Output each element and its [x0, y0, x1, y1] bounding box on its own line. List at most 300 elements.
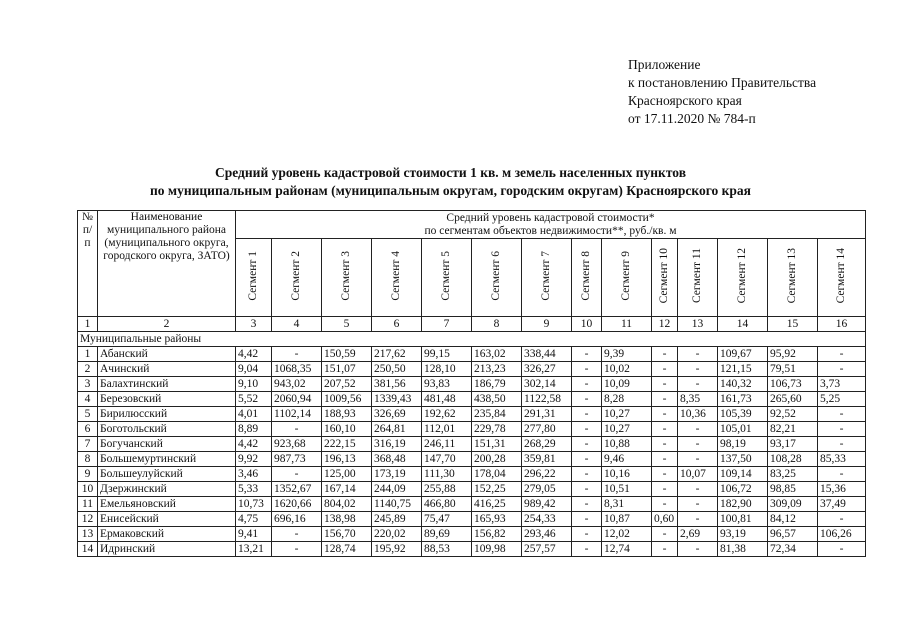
segment-value: 9,46 [602, 452, 652, 467]
column-number-row [78, 317, 866, 332]
row-number: 3 [78, 377, 98, 392]
appendix-line: Приложение [628, 57, 701, 72]
segment-value: - [818, 542, 866, 557]
segment-value: - [818, 437, 866, 452]
section-label: Муниципальные районы [78, 332, 866, 347]
header-group-line-2: по сегментам объектов недвижимости**, руб./кв. м [424, 224, 677, 237]
segment-value: 987,73 [272, 452, 322, 467]
row-number: 11 [78, 497, 98, 512]
table-row [78, 377, 866, 392]
column-number: 12 [652, 317, 678, 332]
table-row [78, 362, 866, 377]
segment-value: 105,39 [718, 407, 768, 422]
segment-value: 3,46 [236, 467, 272, 482]
segment-value: 1620,66 [272, 497, 322, 512]
segment-value: - [818, 467, 866, 482]
row-number: 9 [78, 467, 98, 482]
segment-value: 200,28 [472, 452, 522, 467]
segment-value: 98,85 [768, 482, 818, 497]
segment-header-label: Сегмент 4 [390, 250, 402, 301]
segment-value: 4,42 [236, 437, 272, 452]
segment-value: 138,98 [322, 512, 372, 527]
segment-value: - [678, 377, 718, 392]
segment-value: 8,89 [236, 422, 272, 437]
segment-value: 10,88 [602, 437, 652, 452]
segment-value: 150,59 [322, 347, 372, 362]
segment-value: 265,60 [768, 392, 818, 407]
column-number: 1 [78, 317, 98, 332]
segment-header-label: Сегмент 2 [290, 250, 302, 301]
segment-value: - [572, 497, 602, 512]
segment-value: 3,73 [818, 377, 866, 392]
segment-value: 128,74 [322, 542, 372, 557]
segment-value: 302,14 [522, 377, 572, 392]
segment-value: 222,15 [322, 437, 372, 452]
segment-value: 89,69 [422, 527, 472, 542]
district-name: Абанский [98, 347, 236, 362]
row-number: 2 [78, 362, 98, 377]
segment-header-label: Сегмент 13 [786, 247, 798, 304]
column-number: 6 [372, 317, 422, 332]
segment-header [472, 239, 522, 317]
segment-value: - [572, 362, 602, 377]
segment-value: 9,41 [236, 527, 272, 542]
segment-value: - [652, 392, 678, 407]
district-name: Емельяновский [98, 497, 236, 512]
segment-value: 1068,35 [272, 362, 322, 377]
segment-value: 359,81 [522, 452, 572, 467]
segment-value: 213,23 [472, 362, 522, 377]
table-row [78, 467, 866, 482]
segment-value: 5,25 [818, 392, 866, 407]
district-name: Ермаковский [98, 527, 236, 542]
segment-value: 293,46 [522, 527, 572, 542]
district-name: Ачинский [98, 362, 236, 377]
row-number: 1 [78, 347, 98, 362]
table-row [78, 512, 866, 527]
segment-value: - [572, 482, 602, 497]
segment-value: 4,01 [236, 407, 272, 422]
segment-value: - [678, 422, 718, 437]
segment-value: 1122,58 [522, 392, 572, 407]
segment-value: - [678, 497, 718, 512]
row-number: 6 [78, 422, 98, 437]
segment-value: - [678, 347, 718, 362]
table-row [78, 527, 866, 542]
column-number: 16 [818, 317, 866, 332]
segment-value: 151,07 [322, 362, 372, 377]
segment-value: 257,57 [522, 542, 572, 557]
segment-header-label: Сегмент 9 [620, 250, 632, 301]
segment-value: - [652, 467, 678, 482]
segment-value: - [572, 392, 602, 407]
segment-header [718, 239, 768, 317]
segment-value: - [678, 452, 718, 467]
segment-value: 163,02 [472, 347, 522, 362]
segment-value: 10,36 [678, 407, 718, 422]
row-number: 12 [78, 512, 98, 527]
segment-header [818, 239, 866, 317]
segment-value: - [572, 512, 602, 527]
district-name: Большемуртинский [98, 452, 236, 467]
segment-value: 156,82 [472, 527, 522, 542]
segment-value: - [572, 437, 602, 452]
segment-value: 128,10 [422, 362, 472, 377]
segment-value: 152,25 [472, 482, 522, 497]
segment-header [652, 239, 678, 317]
segment-value: - [678, 542, 718, 557]
segment-value: 10,09 [602, 377, 652, 392]
segment-header [272, 239, 322, 317]
segment-value: 106,73 [768, 377, 818, 392]
segment-value: - [678, 482, 718, 497]
segment-value: 10,27 [602, 407, 652, 422]
segment-value: 296,22 [522, 467, 572, 482]
segment-value: 112,01 [422, 422, 472, 437]
segment-header [602, 239, 652, 317]
segment-value: 9,10 [236, 377, 272, 392]
segment-value: - [678, 512, 718, 527]
segment-value: 255,88 [422, 482, 472, 497]
segment-value: 804,02 [322, 497, 372, 512]
segment-value: 95,92 [768, 347, 818, 362]
segment-header-label: Сегмент 12 [736, 247, 748, 304]
segment-value: 316,19 [372, 437, 422, 452]
segment-value: 93,83 [422, 377, 472, 392]
segment-value: 229,78 [472, 422, 522, 437]
segment-value: 82,21 [768, 422, 818, 437]
table-row [78, 497, 866, 512]
segment-value: 245,89 [372, 512, 422, 527]
segment-value: 99,15 [422, 347, 472, 362]
segment-value: - [818, 362, 866, 377]
row-number: 14 [78, 542, 98, 557]
segment-header-label: Сегмент 6 [490, 250, 502, 301]
segment-value: 109,98 [472, 542, 522, 557]
district-name: Бирилюсский [98, 407, 236, 422]
segment-value: 111,30 [422, 467, 472, 482]
segment-value: 165,93 [472, 512, 522, 527]
row-number: 8 [78, 452, 98, 467]
segment-value: - [572, 347, 602, 362]
segment-value: 2,69 [678, 527, 718, 542]
segment-value: 268,29 [522, 437, 572, 452]
segment-value: 156,70 [322, 527, 372, 542]
segment-value: 9,04 [236, 362, 272, 377]
segment-value: 9,92 [236, 452, 272, 467]
segment-value: 96,57 [768, 527, 818, 542]
segment-value: - [678, 437, 718, 452]
segment-value: 178,04 [472, 467, 522, 482]
segment-value: 93,17 [768, 437, 818, 452]
segment-value: 291,31 [522, 407, 572, 422]
segment-value: 109,67 [718, 347, 768, 362]
segment-value: 15,36 [818, 482, 866, 497]
segment-header [678, 239, 718, 317]
segment-value: - [652, 347, 678, 362]
segment-value: 438,50 [472, 392, 522, 407]
segment-value: - [572, 542, 602, 557]
segment-header-label: Сегмент 8 [580, 250, 592, 301]
segment-value: - [652, 527, 678, 542]
column-number: 2 [98, 317, 236, 332]
segment-value: 9,39 [602, 347, 652, 362]
column-number: 13 [678, 317, 718, 332]
segment-value: 72,34 [768, 542, 818, 557]
appendix-line: от 17.11.2020 № 784-п [628, 111, 756, 126]
header-name: Наименование муниципального района (муниципального округа, городского округа, ЗАТО) [98, 211, 236, 317]
cadastral-value-table [77, 210, 866, 557]
segment-value: - [652, 362, 678, 377]
header-num: № п/п [78, 211, 98, 317]
segment-value: - [652, 377, 678, 392]
district-name: Боготольский [98, 422, 236, 437]
segment-header-label: Сегмент 5 [440, 250, 452, 301]
segment-header-label: Сегмент 11 [691, 248, 703, 303]
row-number: 5 [78, 407, 98, 422]
segment-value: 264,81 [372, 422, 422, 437]
segment-value: 4,75 [236, 512, 272, 527]
segment-value: 79,51 [768, 362, 818, 377]
title-line-1: Средний уровень кадастровой стоимости 1 кв. м земель населенных пунктов [214, 165, 686, 180]
district-name: Балахтинский [98, 377, 236, 392]
column-number: 4 [272, 317, 322, 332]
segment-header-label: Сегмент 1 [247, 250, 259, 301]
appendix-block [628, 56, 816, 128]
segment-value: - [818, 407, 866, 422]
segment-value: - [572, 452, 602, 467]
segment-value: 85,33 [818, 452, 866, 467]
segment-value: 10,16 [602, 467, 652, 482]
segment-value: 75,47 [422, 512, 472, 527]
table-row [78, 422, 866, 437]
segment-value: 5,52 [236, 392, 272, 407]
segment-value: 12,02 [602, 527, 652, 542]
segment-value: 182,90 [718, 497, 768, 512]
segment-value: - [272, 422, 322, 437]
district-name: Большеулуйский [98, 467, 236, 482]
segment-value: 381,56 [372, 377, 422, 392]
row-number: 10 [78, 482, 98, 497]
segment-value: 140,32 [718, 377, 768, 392]
segment-value: 246,11 [422, 437, 472, 452]
column-number: 15 [768, 317, 818, 332]
segment-value: 186,79 [472, 377, 522, 392]
segment-value: 0,60 [652, 512, 678, 527]
segment-value: 147,70 [422, 452, 472, 467]
segment-value: 188,93 [322, 407, 372, 422]
segment-value: 220,02 [372, 527, 422, 542]
segment-value: - [818, 512, 866, 527]
segment-value: 923,68 [272, 437, 322, 452]
segment-value: 4,42 [236, 347, 272, 362]
segment-value: 8,35 [678, 392, 718, 407]
column-number: 5 [322, 317, 372, 332]
segment-value: - [652, 422, 678, 437]
row-number: 13 [78, 527, 98, 542]
segment-value: 137,50 [718, 452, 768, 467]
column-number: 8 [472, 317, 522, 332]
segment-value: 8,31 [602, 497, 652, 512]
segment-value: 105,01 [718, 422, 768, 437]
segment-value: 196,13 [322, 452, 372, 467]
segment-value: 1140,75 [372, 497, 422, 512]
segment-value: 81,38 [718, 542, 768, 557]
segment-value: 37,49 [818, 497, 866, 512]
segment-value: 106,72 [718, 482, 768, 497]
segment-header-label: Сегмент 14 [835, 247, 847, 304]
segment-value: 1352,67 [272, 482, 322, 497]
segment-value: 481,48 [422, 392, 472, 407]
segment-value: 10,73 [236, 497, 272, 512]
segment-value: - [652, 437, 678, 452]
segment-value: - [652, 497, 678, 512]
segment-value: 989,42 [522, 497, 572, 512]
segment-value: - [572, 467, 602, 482]
segment-value: - [272, 467, 322, 482]
row-number: 7 [78, 437, 98, 452]
table-header [78, 211, 866, 332]
segment-value: 466,80 [422, 497, 472, 512]
segment-header [768, 239, 818, 317]
segment-header [372, 239, 422, 317]
segment-value: - [652, 407, 678, 422]
segment-value: 326,69 [372, 407, 422, 422]
segment-value: 93,19 [718, 527, 768, 542]
segment-value: 235,84 [472, 407, 522, 422]
district-name: Березовский [98, 392, 236, 407]
segment-value: 1339,43 [372, 392, 422, 407]
table-row [78, 347, 866, 362]
segment-value: - [818, 422, 866, 437]
column-number: 14 [718, 317, 768, 332]
segment-value: 326,27 [522, 362, 572, 377]
segment-header-label: Сегмент 7 [540, 250, 552, 301]
segment-value: 83,25 [768, 467, 818, 482]
segment-value: 1102,14 [272, 407, 322, 422]
segment-value: 125,00 [322, 467, 372, 482]
segment-value: 88,53 [422, 542, 472, 557]
segment-value: 167,14 [322, 482, 372, 497]
segment-header [422, 239, 472, 317]
column-number: 3 [236, 317, 272, 332]
segment-value: 10,02 [602, 362, 652, 377]
segment-value: 195,92 [372, 542, 422, 557]
column-number: 7 [422, 317, 472, 332]
district-name: Дзержинский [98, 482, 236, 497]
row-number: 4 [78, 392, 98, 407]
title-line-2: по муниципальным районам (муниципальным округам, городским округам) Красноярского края [150, 183, 751, 198]
segment-value: 12,74 [602, 542, 652, 557]
segment-value: 277,80 [522, 422, 572, 437]
header-group [236, 211, 866, 239]
segment-value: 279,05 [522, 482, 572, 497]
segment-value: - [652, 452, 678, 467]
segment-value: 8,28 [602, 392, 652, 407]
table-row [78, 542, 866, 557]
segment-value: - [272, 527, 322, 542]
segment-value: 173,19 [372, 467, 422, 482]
segment-value: 696,16 [272, 512, 322, 527]
segment-value: 98,19 [718, 437, 768, 452]
segment-value: 109,14 [718, 467, 768, 482]
segment-value: 254,33 [522, 512, 572, 527]
segment-value: - [652, 542, 678, 557]
segment-value: - [272, 542, 322, 557]
segment-value: 250,50 [372, 362, 422, 377]
segment-value: 100,81 [718, 512, 768, 527]
segment-value: - [652, 482, 678, 497]
district-name: Богучанский [98, 437, 236, 452]
district-name: Енисейский [98, 512, 236, 527]
segment-value: 217,62 [372, 347, 422, 362]
table-row [78, 452, 866, 467]
segment-value: 161,73 [718, 392, 768, 407]
segment-value: - [572, 407, 602, 422]
segment-value: 207,52 [322, 377, 372, 392]
segment-value: 10,51 [602, 482, 652, 497]
table-body [78, 332, 866, 557]
table-row [78, 407, 866, 422]
segment-value: 2060,94 [272, 392, 322, 407]
segment-value: 5,33 [236, 482, 272, 497]
segment-value: 368,48 [372, 452, 422, 467]
segment-value: 13,21 [236, 542, 272, 557]
segment-value: 106,26 [818, 527, 866, 542]
segment-value: 1009,56 [322, 392, 372, 407]
district-name: Идринский [98, 542, 236, 557]
segment-value: 416,25 [472, 497, 522, 512]
segment-value: - [572, 377, 602, 392]
segment-header [322, 239, 372, 317]
segment-value: 244,09 [372, 482, 422, 497]
segment-value: 309,09 [768, 497, 818, 512]
segment-value: - [572, 527, 602, 542]
segment-value: - [572, 422, 602, 437]
segment-value: 10,27 [602, 422, 652, 437]
segment-value: 121,15 [718, 362, 768, 377]
segment-value: - [272, 347, 322, 362]
segment-value: - [678, 362, 718, 377]
appendix-line: Красноярского края [628, 93, 742, 108]
column-number: 9 [522, 317, 572, 332]
segment-value: 192,62 [422, 407, 472, 422]
segment-header [572, 239, 602, 317]
table-row [78, 437, 866, 452]
column-number: 10 [572, 317, 602, 332]
segment-header-label: Сегмент 10 [658, 247, 670, 304]
segment-value: 92,52 [768, 407, 818, 422]
segment-value: 108,28 [768, 452, 818, 467]
table-row [78, 392, 866, 407]
segment-value: 151,31 [472, 437, 522, 452]
segment-header-label: Сегмент 3 [340, 250, 352, 301]
segment-value: 943,02 [272, 377, 322, 392]
segment-value: 10,07 [678, 467, 718, 482]
segment-header [522, 239, 572, 317]
document-title [0, 164, 901, 200]
column-number: 11 [602, 317, 652, 332]
segment-value: - [818, 347, 866, 362]
segment-value: 338,44 [522, 347, 572, 362]
segment-value: 84,12 [768, 512, 818, 527]
table-row [78, 482, 866, 497]
header-group-line-1: Средний уровень кадастровой стоимости* [446, 211, 655, 224]
segment-value: 10,87 [602, 512, 652, 527]
appendix-line: к постановлению Правительства [628, 75, 817, 90]
segment-value: 160,10 [322, 422, 372, 437]
segment-header [236, 239, 272, 317]
